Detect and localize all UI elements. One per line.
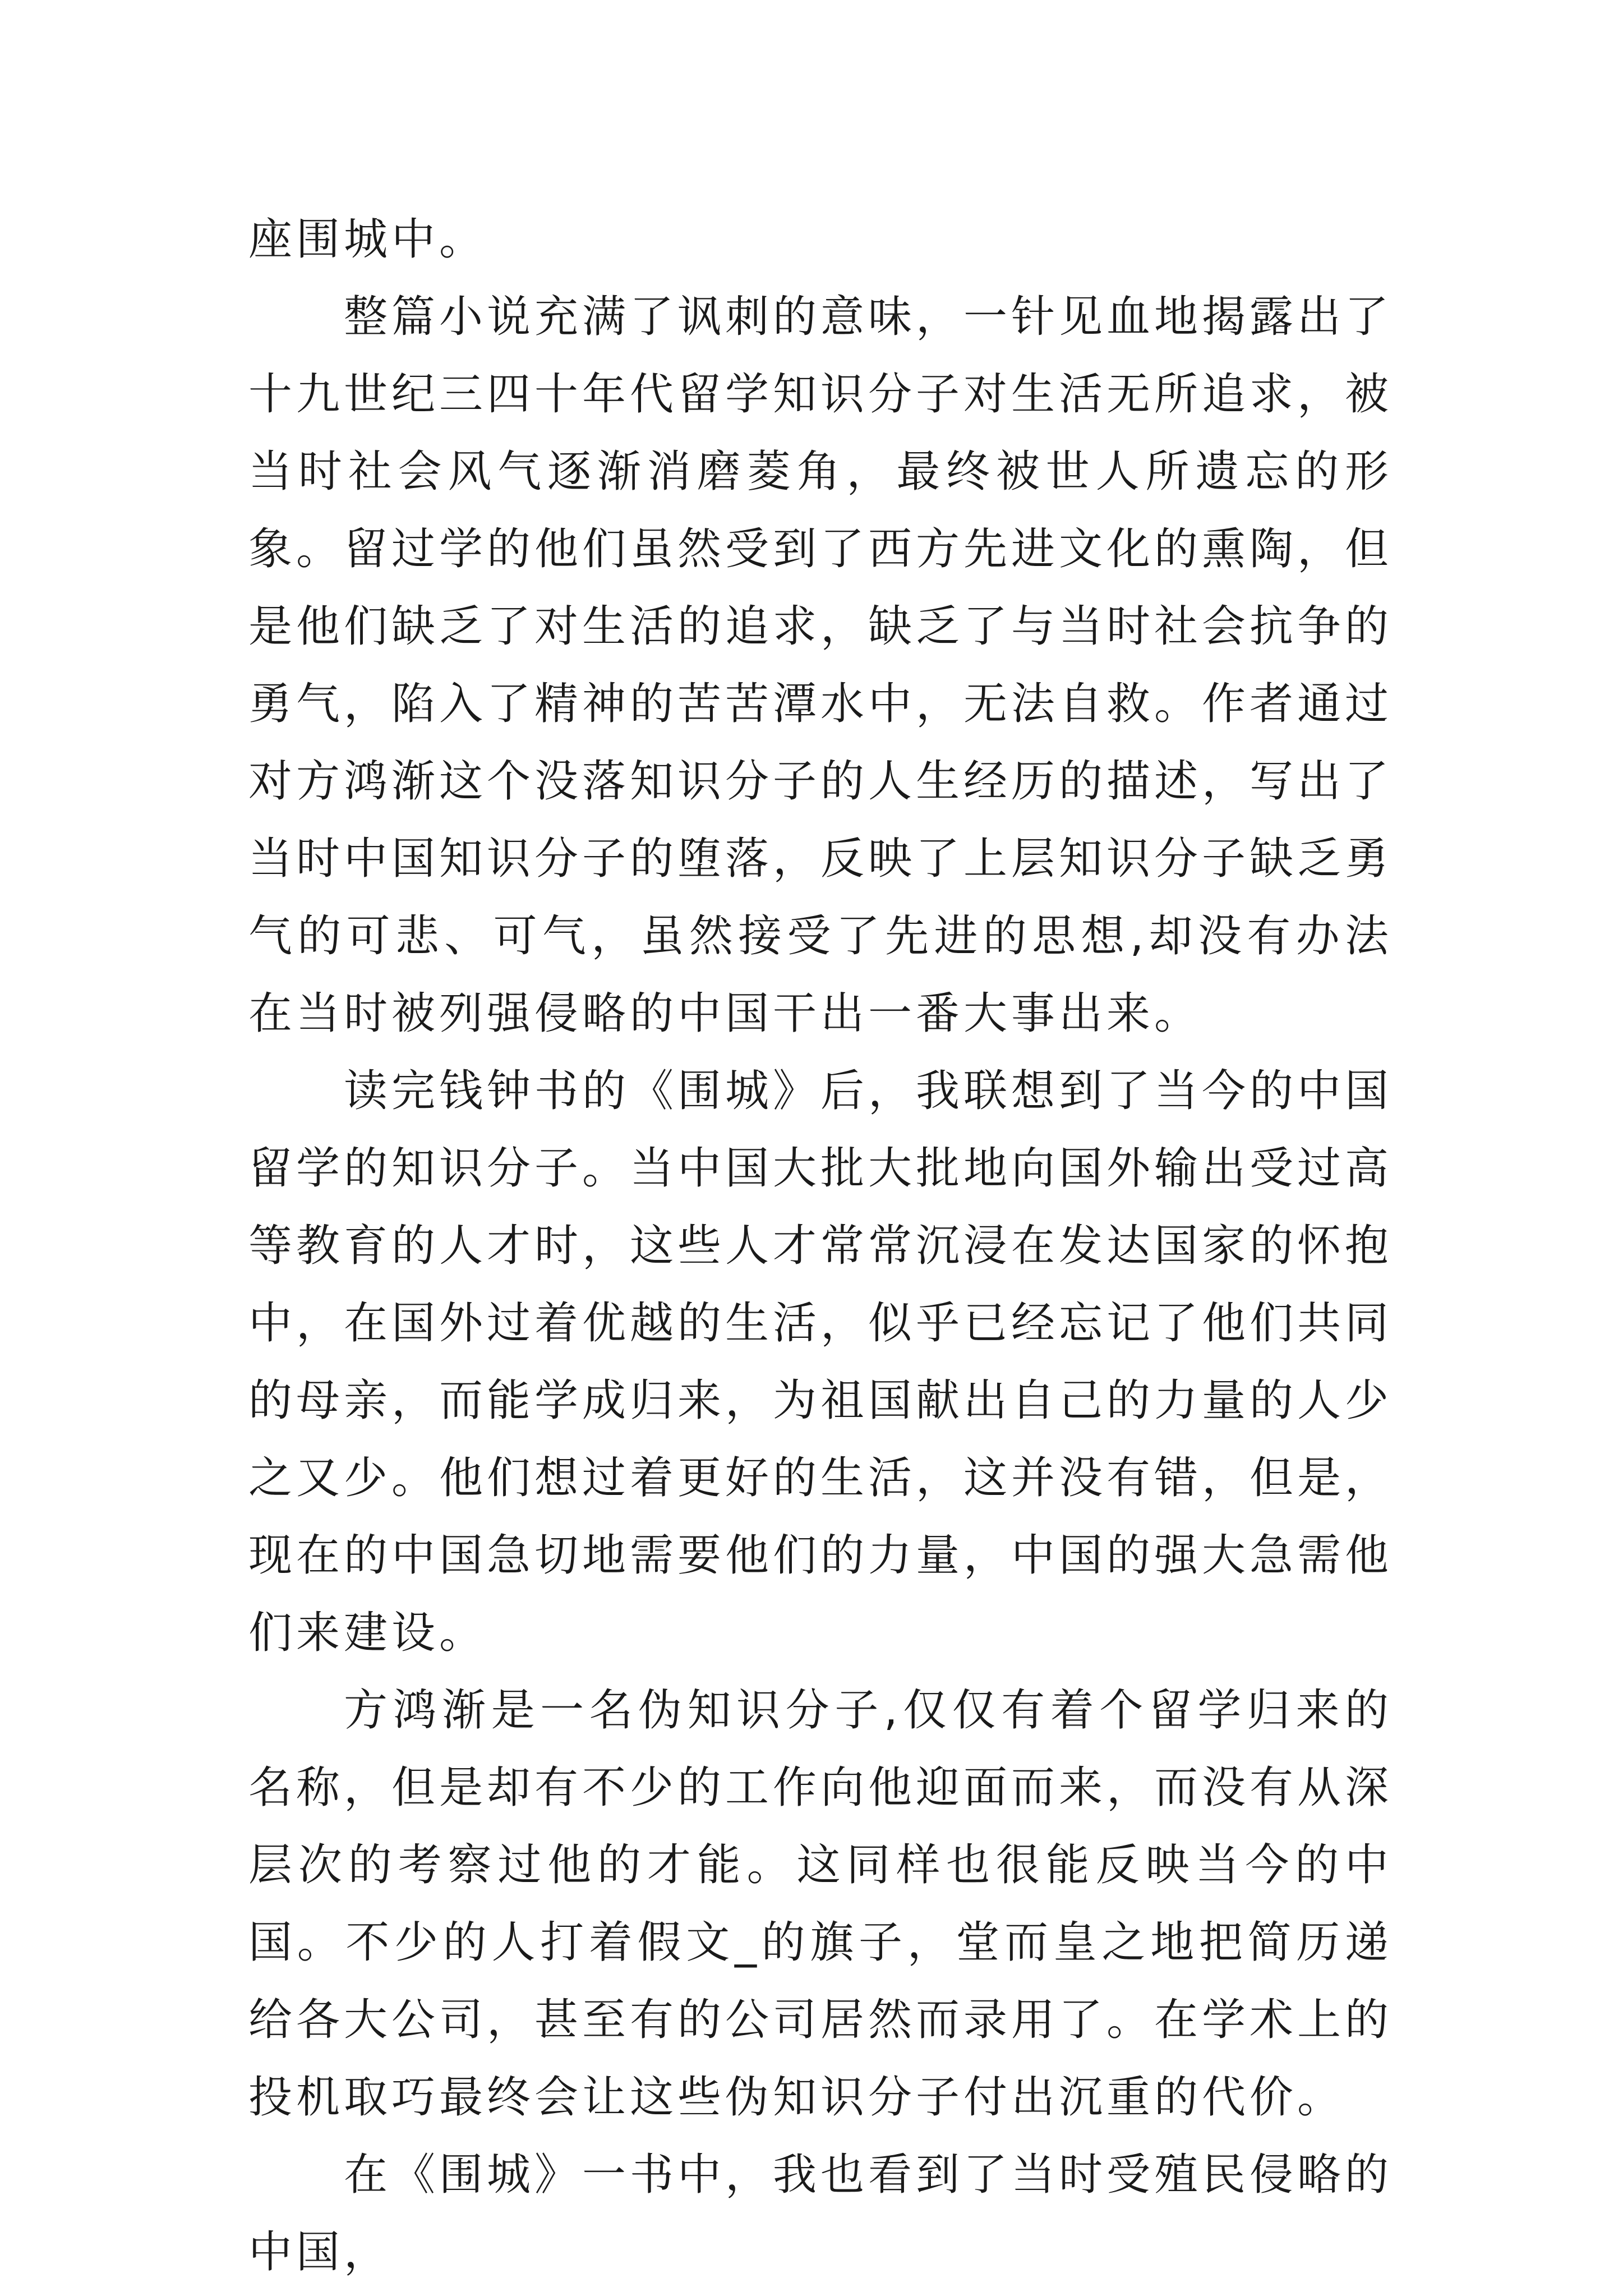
paragraph: 在《围城》一书中，我也看到了当时受殖民侵略的中国， [248, 2150, 1393, 2277]
paragraph: 整篇小说充满了讽刺的意味，一针见血地揭露出了十九世纪三四十年代留学知识分子对生活无所追求，被当时社会风气逐渐消磨菱角，最终被世人所遗忘的形象。留过学的他们虽然受到了西方先进文化的熏陶，但是他们缺乏了对生活的追求，缺乏了与当时社会抗争的勇气，陷入了精神的苦苦潭水中，无法自救。作者通过对方鸿渐这个没落知识分子的人生经历的描述，写出了当时中国知识分子的堕落，反映了上层知识分子缺乏勇气的可悲、可气，虽然接受了先进的思想,却没有办法在当时被列强侵略的中国干出一番大事出来。 [248, 292, 1393, 1039]
paragraph: 读完钱钟书的《围城》后，我联想到了当今的中国留学的知识分子。当中国大批大批地向国外输出受过高等教育的人才时，这些人才常常沉浸在发达国家的怀抱中，在国外过着优越的生活，似乎已经忘记了他们共同的母亲，而能学成归来，为祖国献出自己的力量的人少之又少。他们想过着更好的生活，这并没有错，但是，现在的中国急切地需要他们的力量，中国的强大急需他们来建设。 [248, 1066, 1393, 1658]
paragraph-continuation: 座围城中。 [248, 214, 487, 265]
body-text [248, 201, 1393, 2291]
paragraph: 方鸿渐是一名伪知识分子,仅仅有着个留学归来的名称，但是却有不少的工作向他迎面而来，而没有从深层次的考察过他的才能。这同样也很能反映当今的中国。不少的人打着假文_的旗子，堂而皇之地把简历递给各大公司，甚至有的公司居然而录用了。在学术上的投机取巧最终会让这些伪知识分子付出沉重的代价。 [248, 1685, 1393, 2123]
